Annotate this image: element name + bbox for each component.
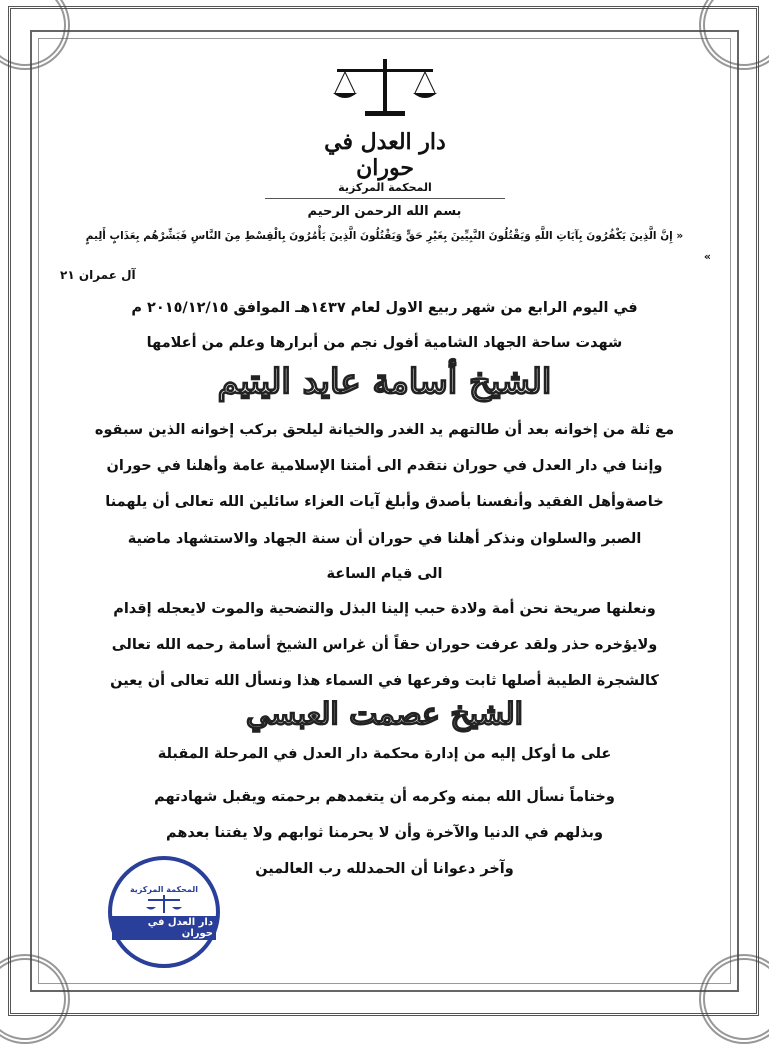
court-name: دار العدل في حوران bbox=[324, 129, 446, 181]
bismillah: بسم الله الرحمن الرحيم bbox=[307, 204, 462, 219]
body-line: الصبر والسلوان ونذكر أهلنا في حوران أن سنة الجهاد والاستشهاد ماضية bbox=[127, 531, 642, 547]
body-line: ولايؤخره حذر ولقد عرفت حوران حقاً أن غراس الشيخ أسامة رحمه الله تعالى bbox=[111, 637, 658, 653]
stamp-text: دار العدل في حوران bbox=[112, 916, 216, 940]
stamp-ring-text: المحكمة المركزية bbox=[129, 884, 199, 894]
deceased-name: الشيخ أسامة عايد اليتيم bbox=[217, 362, 552, 402]
body-line: الى قيام الساعة bbox=[326, 566, 443, 582]
body-line: ونعلنها صريحة نحن أمة ولادة حبب إلينا البذل والتضحية والموت لايعجله إقدام bbox=[113, 601, 656, 617]
court-subtitle: المحكمة المركزية bbox=[338, 181, 432, 194]
court-stamp bbox=[108, 856, 220, 968]
verse-reference: آل عمران ٢١ bbox=[60, 268, 136, 282]
quran-verse-end: » bbox=[703, 250, 711, 263]
scales-icon bbox=[325, 55, 445, 125]
stamp-scales-icon bbox=[144, 894, 184, 916]
intro-line: شهدت ساحة الجهاد الشامية أفول نجم من أبرارها وعلم من أعلامها bbox=[146, 335, 623, 351]
quran-verse: « إِنَّ الَّذِينَ يَكْفُرُونَ بِآيَاتِ اللَّهِ وَيَقْتُلُونَ النَّبِيِّينَ بِغَيْرِ حَقٍّ وَيَقْتُلُونَ الَّذِينَ يَأْمُرُونَ بِالْقِسْطِ مِنَ النَّاسِ فَبَشِّرْهُم بِعَذَابٍ أَلِيمٍ bbox=[85, 230, 684, 242]
body-line: وإننا في دار العدل في حوران نتقدم الى أمتنا الإسلامية عامة وأهلنا في حوران bbox=[106, 458, 663, 474]
body-line: خاصةوأهل الفقيد وأنفسنا بأصدق وأبلغ آيات العزاء سائلين الله تعالى أن يلهمنا bbox=[105, 494, 664, 510]
closing-line: وآخر دعوانا أن الحمدلله رب العالمين bbox=[255, 861, 514, 877]
body-line: كالشجرة الطيبة أصلها ثابت وفرعها في السماء هذا ونسأل الله تعالى أن يعين bbox=[110, 673, 659, 689]
body-line: وبذلهم في الدنيا والآخرة وأن لا يحرمنا ثوابهم ولا يفتنا بعدهم bbox=[166, 825, 603, 841]
body-line: على ما أوكل إليه من إدارة محكمة دار العدل في المرحلة المقبلة bbox=[157, 746, 612, 762]
successor-name: الشيخ عصمت العبسي bbox=[245, 697, 524, 732]
court-logo bbox=[300, 55, 470, 195]
body-line: وختاماً نسأل الله بمنه وكرمه أن يتغمدهم برحمته ويقبل شهادتهم bbox=[154, 789, 615, 805]
body-line: مع ثلة من إخوانه بعد أن طالتهم يد الغدر والخيانة ليلحق بركب إخوانه الذين سبقوه bbox=[94, 422, 675, 438]
date-line: في اليوم الرابع من شهر ربيع الاول لعام ١٤٣٧هـ الموافق ٢٠١٥/١٢/١٥ م bbox=[131, 300, 638, 316]
